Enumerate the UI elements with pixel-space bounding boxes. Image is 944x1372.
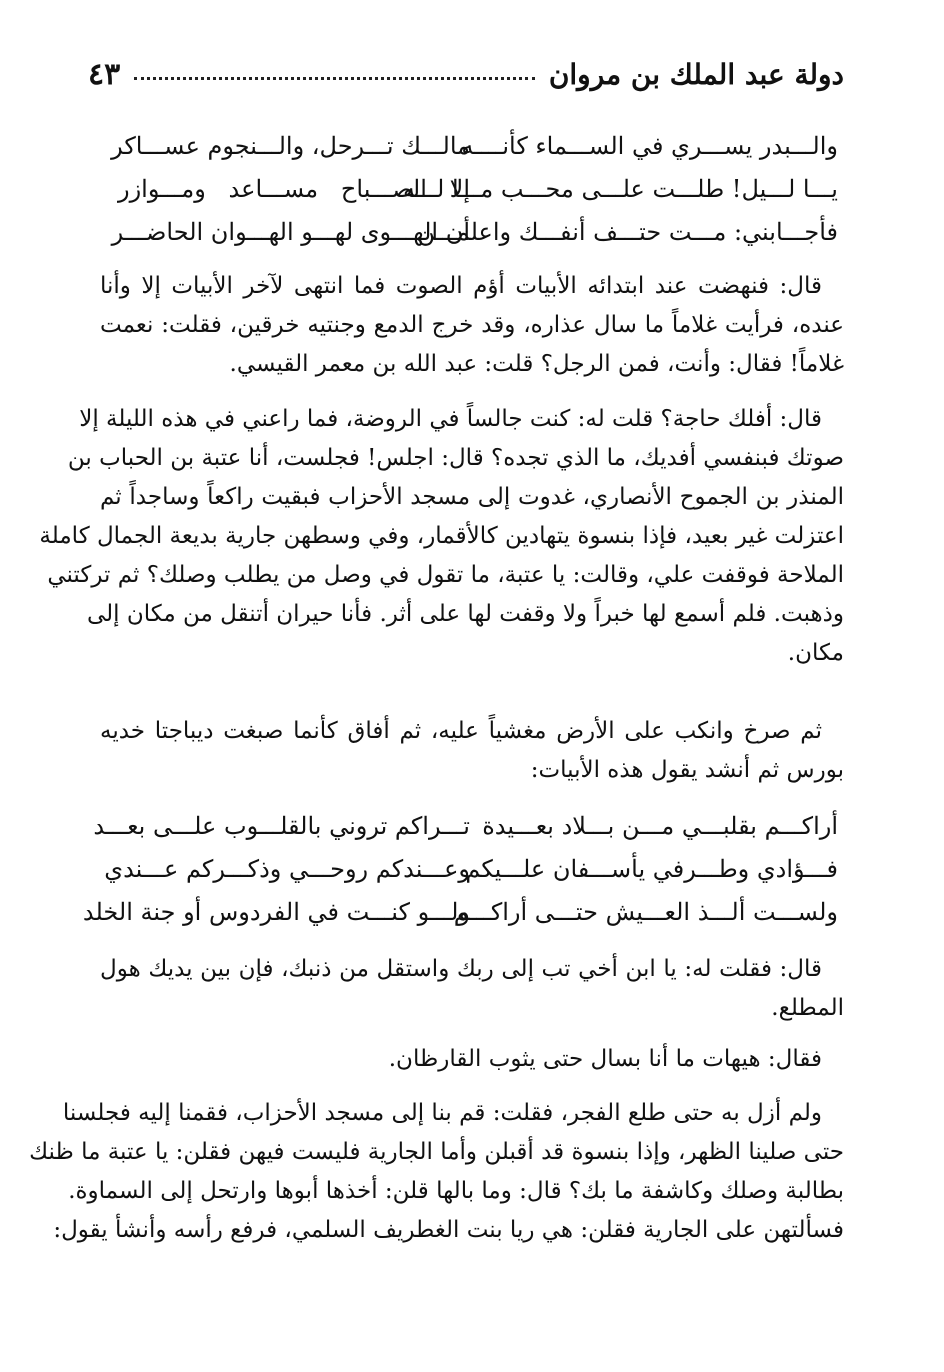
first-hemistich: يـــا لـــيل! طلـــت علـــى محـــب مـــا لـــه xyxy=(403,174,838,203)
text-line: ثم صرخ وانكب على الأرض مغشياً عليه، ثم أفاق كأنما صبغت ديباجتا خديه xyxy=(100,718,822,744)
poem-2 xyxy=(82,804,844,933)
verse-line xyxy=(93,804,844,847)
paragraph-3 xyxy=(100,712,844,790)
page-number: ٤٣ xyxy=(88,56,121,92)
first-hemistich: ولســـت ألـــذ العـــيش حتـــى أراكـــم xyxy=(453,897,838,926)
first-hemistich: والـــبدر يســـري في الســـماء كأنــــه xyxy=(461,131,838,160)
text-line: الملاحة فوقفت علي، وقالت: يا عتبة، ما تقول في وصل من يطلب وصلك؟ ثم تركتني xyxy=(47,562,844,588)
second-hemistich: تـــراكم تروني بالقلـــوب علـــى بعـــد xyxy=(93,811,470,840)
text-line: بطالبة وصلك وكاشفة ما بك؟ قال: وما بالها قلن: أخذها أبوها وارتحل إلى السماوة. xyxy=(68,1178,844,1204)
second-hemistich: وعـــندكم روحـــي وذكـــركم عـــندي xyxy=(104,854,470,883)
paragraph-4 xyxy=(100,950,844,1028)
text-line: حتى صلينا الظهر، وإذا بنسوة قد أقبلن وأما الجارية فليست فيهن فقلن: يا عتبة ما ظنك xyxy=(29,1139,844,1165)
running-header xyxy=(88,52,844,96)
text-line: المطلع. xyxy=(771,995,844,1021)
text-line: صوتك فبنفسي أفديك، ما الذي تجده؟ قال: اجلس! فجلست، أنا عتبة بن الحباب بن xyxy=(67,445,844,471)
paragraph-1 xyxy=(100,267,844,384)
text-line: المنذر بن الجموح الأنصاري، غدوت إلى مسجد الأحزاب فبقيت راكعاً وساجداً ثم xyxy=(100,484,844,510)
second-hemistich: أن الهـــوى لهـــو الهـــوان الحاضـــر xyxy=(111,217,470,246)
text-line: وذهبت. فلم أسمع لها خبراً ولا وقفت لها على أثر. فأنا حيران أتنقل من مكان إلى xyxy=(86,601,844,627)
paragraph-2 xyxy=(39,400,844,673)
text-line: غلاماً! فقال: وأنت، فمن الرجل؟ قلت: عبد الله بن معمر القيسي. xyxy=(229,351,844,377)
second-hemistich: إلا الصـــباح مســـاعد ومـــوازر xyxy=(118,174,470,203)
text-line: ولم أزل به حتى طلع الفجر، فقلت: قم بنا إلى مسجد الأحزاب، فقمنا إليه فجلسنا xyxy=(62,1100,822,1126)
text-line: فسألتهن على الجارية فقلن: هي ريا بنت الغطريف السلمي، فرفع رأسه وأنشأ يقول: xyxy=(53,1217,844,1243)
verse-line xyxy=(82,890,844,933)
verse-line xyxy=(100,167,844,210)
paragraph-5 xyxy=(100,1040,844,1079)
text-line: قال: أفلك حاجة؟ قلت له: كنت جالساً في الروضة، فما راعني في هذه الليلة إلا xyxy=(79,406,822,432)
first-hemistich: فأجـــابني: مـــت حتـــف أنفـــك واعلمـــن xyxy=(417,217,838,246)
paragraph-6 xyxy=(29,1094,844,1250)
first-hemistich: أراكـــم بقلبـــي مـــن بـــلاد بعـــيدة xyxy=(482,811,838,840)
text-line: قال: فنهضت عند ابتدائه الأبيات أؤم الصوت فما انتهى لآخر الأبيات إلا وأنا xyxy=(100,273,822,299)
verse-line xyxy=(100,124,844,167)
verse-line xyxy=(100,210,844,253)
second-hemistich: ولـــو كنـــت في الفردوس أو جنة الخلد xyxy=(82,897,470,926)
poem-1 xyxy=(100,124,844,253)
dotted-leader xyxy=(134,77,535,80)
second-hemistich: مالـــك تـــرحل، والـــنجوم عســـاكر xyxy=(111,131,470,160)
text-line: قال: فقلت له: يا ابن أخي تب إلى ربك واستقل من ذنبك، فإن بين يديك هول xyxy=(100,956,822,982)
text-line: اعتزلت غير بعيد، فإذا بنسوة يتهادين كالأقمار، وفي وسطهن جارية بديعة الجمال كاملة xyxy=(39,523,844,549)
text-line: مكان. xyxy=(787,640,844,666)
running-title: دولة عبد الملك بن مروان xyxy=(548,57,844,91)
text-line: فقال: هيهات ما أنا بسال حتى يثوب القارظان. xyxy=(388,1046,822,1072)
first-hemistich: فـــؤادي وطـــرفي يأســـفان علـــيكم xyxy=(465,854,838,883)
text-line: بورس ثم أنشد يقول هذه الأبيات: xyxy=(530,757,844,783)
verse-line xyxy=(100,847,844,890)
text-line: عنده، فرأيت غلاماً ما سال عذاره، وقد خرج الدمع وجنتيه خرقين، فقلت: نعمت xyxy=(100,312,844,338)
